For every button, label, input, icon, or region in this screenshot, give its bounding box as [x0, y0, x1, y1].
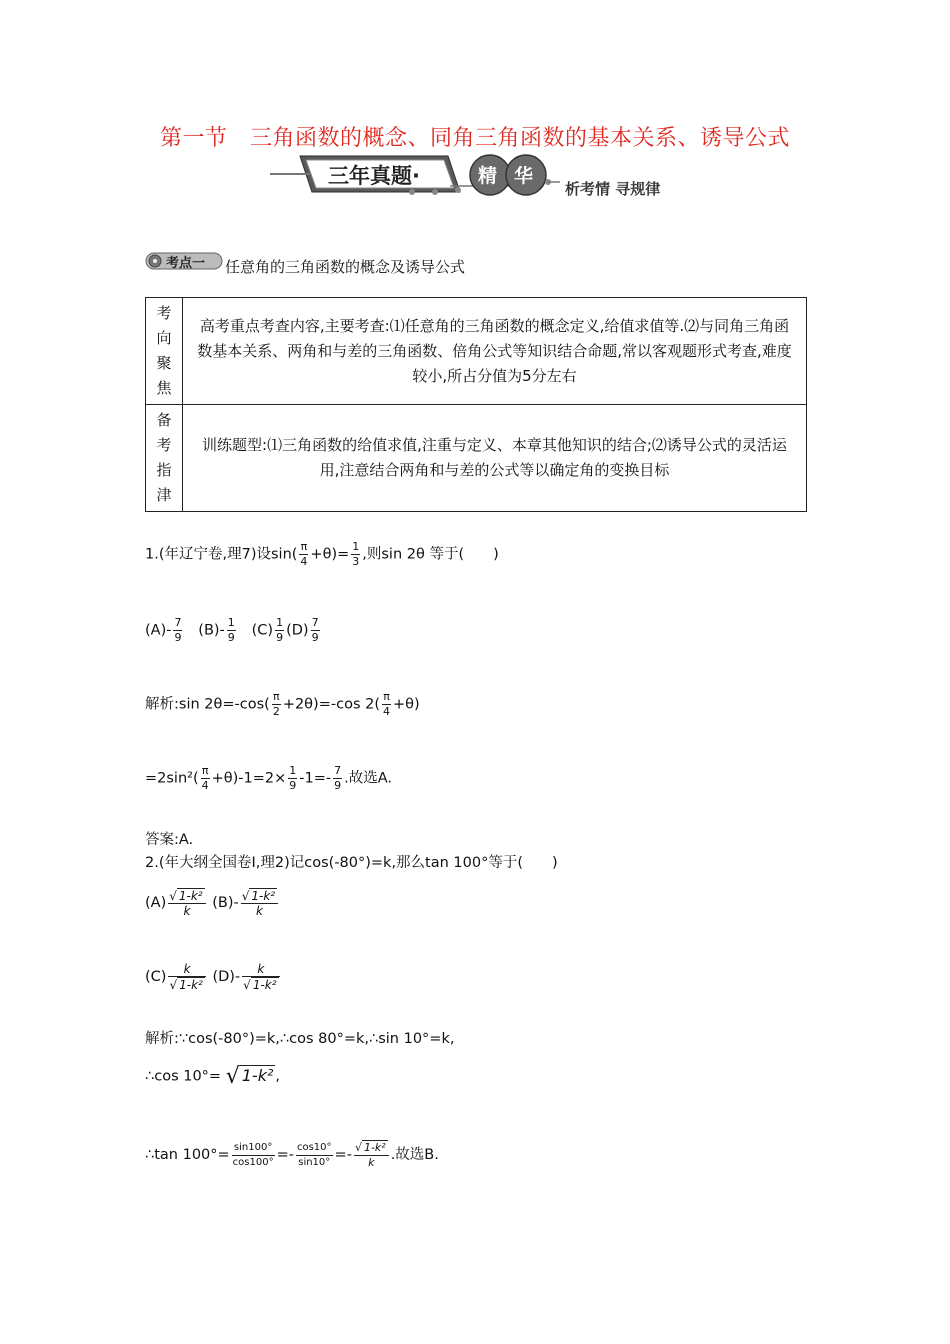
- q2-stem: 2.(年大纲全国卷Ⅰ,理2)记cos(-80°)=k,那么tan 100°等于( ): [145, 855, 558, 871]
- option-a: (A)-: [145, 622, 172, 639]
- solution-part: +θ)-1=2×: [211, 770, 287, 787]
- denominator: 9: [174, 631, 182, 644]
- fraction: [232, 1141, 275, 1170]
- solution-part: +θ): [393, 696, 420, 713]
- q1-stem: [145, 540, 499, 569]
- numerator: π: [201, 764, 209, 777]
- denominator: 9: [334, 779, 342, 792]
- sqrt-symbol: √: [225, 1064, 240, 1089]
- fraction: [299, 540, 308, 569]
- fraction: [288, 764, 297, 793]
- radicand: 1-k²: [241, 1065, 274, 1085]
- banner-badge-2: 华: [514, 165, 534, 187]
- option-b: (B)-: [212, 895, 239, 911]
- fraction: [311, 616, 320, 645]
- solution-part: +2θ)=-cos 2(: [282, 696, 380, 713]
- denominator: 4: [300, 555, 308, 568]
- numerator: π: [383, 690, 390, 703]
- denominator: 9: [311, 631, 319, 644]
- q2-solution-line-1: 解析:∵cos(-80°)=k,∴cos 80°=k,∴sin 10°=k,: [145, 1031, 455, 1047]
- numerator: 1: [276, 616, 284, 629]
- option-a: (A): [145, 895, 167, 911]
- numerator: √ 1-k²: [168, 888, 205, 904]
- section-title: 第一节 三角函数的概念、同角三角函数的基本关系、诱导公式: [159, 126, 790, 151]
- fraction: [242, 962, 279, 992]
- denominator: 2: [272, 705, 280, 718]
- kaodian-tag: 考点一: [166, 256, 206, 271]
- radicand: 1-k²: [252, 978, 277, 992]
- q1-solution-line-2: [145, 764, 392, 793]
- numerator: π: [273, 690, 280, 703]
- numerator: cos10°: [296, 1141, 333, 1156]
- radicand: 1-k²: [178, 889, 203, 903]
- q1-solution-line-1: [145, 690, 420, 719]
- row-header-text: 考向聚焦: [156, 304, 172, 397]
- banner-main-text: 三年真题·: [328, 164, 420, 188]
- row-header: [146, 405, 183, 512]
- radicand: 1-k²: [179, 978, 203, 992]
- denominator: cos100°: [232, 1156, 274, 1168]
- q1-options: [145, 616, 322, 645]
- row-content: 高考重点考查内容,主要考查:⑴任意角的三角函数的概念定义,给值求值等.⑵与同角三角函数基本关系、两角和与差的三角函数、倍角公式等知识结合命题,常以客观题形式考查,难度较小,所占分值为5分左右: [183, 298, 807, 405]
- q2-options-ab: [145, 888, 280, 918]
- fraction: [227, 616, 236, 645]
- numerator: 1: [289, 764, 297, 777]
- option-c: (C): [251, 622, 274, 639]
- q1-stem-part: +θ)=: [310, 546, 350, 563]
- numerator: π: [300, 540, 308, 553]
- numerator: 1: [352, 540, 360, 553]
- numerator: 1: [227, 616, 235, 629]
- denominator: 9: [289, 779, 297, 792]
- denominator: 9: [227, 631, 235, 644]
- denominator: 9: [276, 631, 284, 644]
- row-content: 训练题型:⑴三角函数的给值求值,注重与定义、本章其他知识的结合;⑵诱导公式的灵活运用,注意结合两角和与差的公式等以确定角的变换目标: [183, 405, 807, 512]
- fraction: [168, 888, 205, 918]
- info-table: [145, 297, 807, 512]
- numerator: 7: [174, 616, 182, 629]
- denominator: 4: [201, 779, 209, 792]
- q1-stem-part: 1.(年辽宁卷,理7)设sin(: [145, 546, 298, 563]
- q2-options-cd: [145, 962, 282, 992]
- row-header-text: 备考指津: [156, 411, 172, 504]
- solution-part: ∴cos 10°=: [145, 1068, 222, 1085]
- fraction: [168, 962, 205, 992]
- q2-solution-line-3: [145, 1140, 439, 1170]
- banner-badge-1: 精: [478, 165, 498, 187]
- option-d: (D)-: [212, 969, 241, 985]
- solution-part: .故选A.: [344, 770, 393, 787]
- solution-part: =-: [334, 1147, 352, 1163]
- kaodian-label: 任意角的三角函数的概念及诱导公式: [225, 258, 466, 276]
- radicand: 1-k²: [363, 1141, 386, 1154]
- denominator: k: [255, 904, 263, 918]
- fraction: [275, 616, 284, 645]
- comma: ,: [275, 1068, 280, 1085]
- solution-part: 解析:sin 2θ=-cos(: [145, 696, 270, 713]
- solution-part: =-: [276, 1147, 294, 1163]
- numerator: √ 1-k²: [241, 888, 278, 904]
- table-row: [146, 405, 807, 512]
- fraction: [296, 1141, 333, 1170]
- radicand: 1-k²: [251, 889, 276, 903]
- numerator: 7: [311, 616, 319, 629]
- q1-stem-part: ,则sin 2θ 等于( ): [362, 546, 499, 563]
- numerator: sin100°: [232, 1141, 275, 1156]
- fraction: [241, 888, 278, 918]
- denominator: √ 1-k²: [243, 978, 277, 992]
- denominator: k: [368, 1156, 375, 1169]
- option-d: (D): [286, 622, 309, 639]
- banner-subtitle: 析考情 寻规律: [565, 180, 661, 198]
- numerator: k: [242, 962, 279, 977]
- fraction: [201, 764, 210, 793]
- fraction: [272, 690, 281, 719]
- solution-part: =2sin²(: [145, 770, 199, 787]
- solution-part: -1=-: [299, 770, 332, 787]
- solution-part: ∴tan 100°=: [145, 1147, 230, 1163]
- numerator: √ 1-k²: [354, 1140, 389, 1156]
- option-c: (C): [145, 969, 167, 985]
- denominator: √ 1-k²: [169, 978, 203, 992]
- table-row: [146, 298, 807, 405]
- denominator: 3: [352, 555, 360, 568]
- denominator: k: [183, 904, 191, 918]
- denominator: sin10°: [298, 1156, 331, 1168]
- fraction: [354, 1140, 389, 1170]
- fraction: [351, 540, 360, 569]
- fraction: [173, 616, 182, 645]
- q2-solution-line-2: [145, 1064, 280, 1089]
- numerator: 7: [334, 764, 342, 777]
- solution-part: .故选B.: [390, 1147, 439, 1163]
- numerator: k: [168, 962, 205, 977]
- fraction: [382, 690, 391, 719]
- fraction: [333, 764, 342, 793]
- q1-answer: 答案:A.: [145, 832, 194, 848]
- denominator: 4: [383, 705, 390, 718]
- row-header: [146, 298, 183, 405]
- option-b: (B)-: [198, 622, 225, 639]
